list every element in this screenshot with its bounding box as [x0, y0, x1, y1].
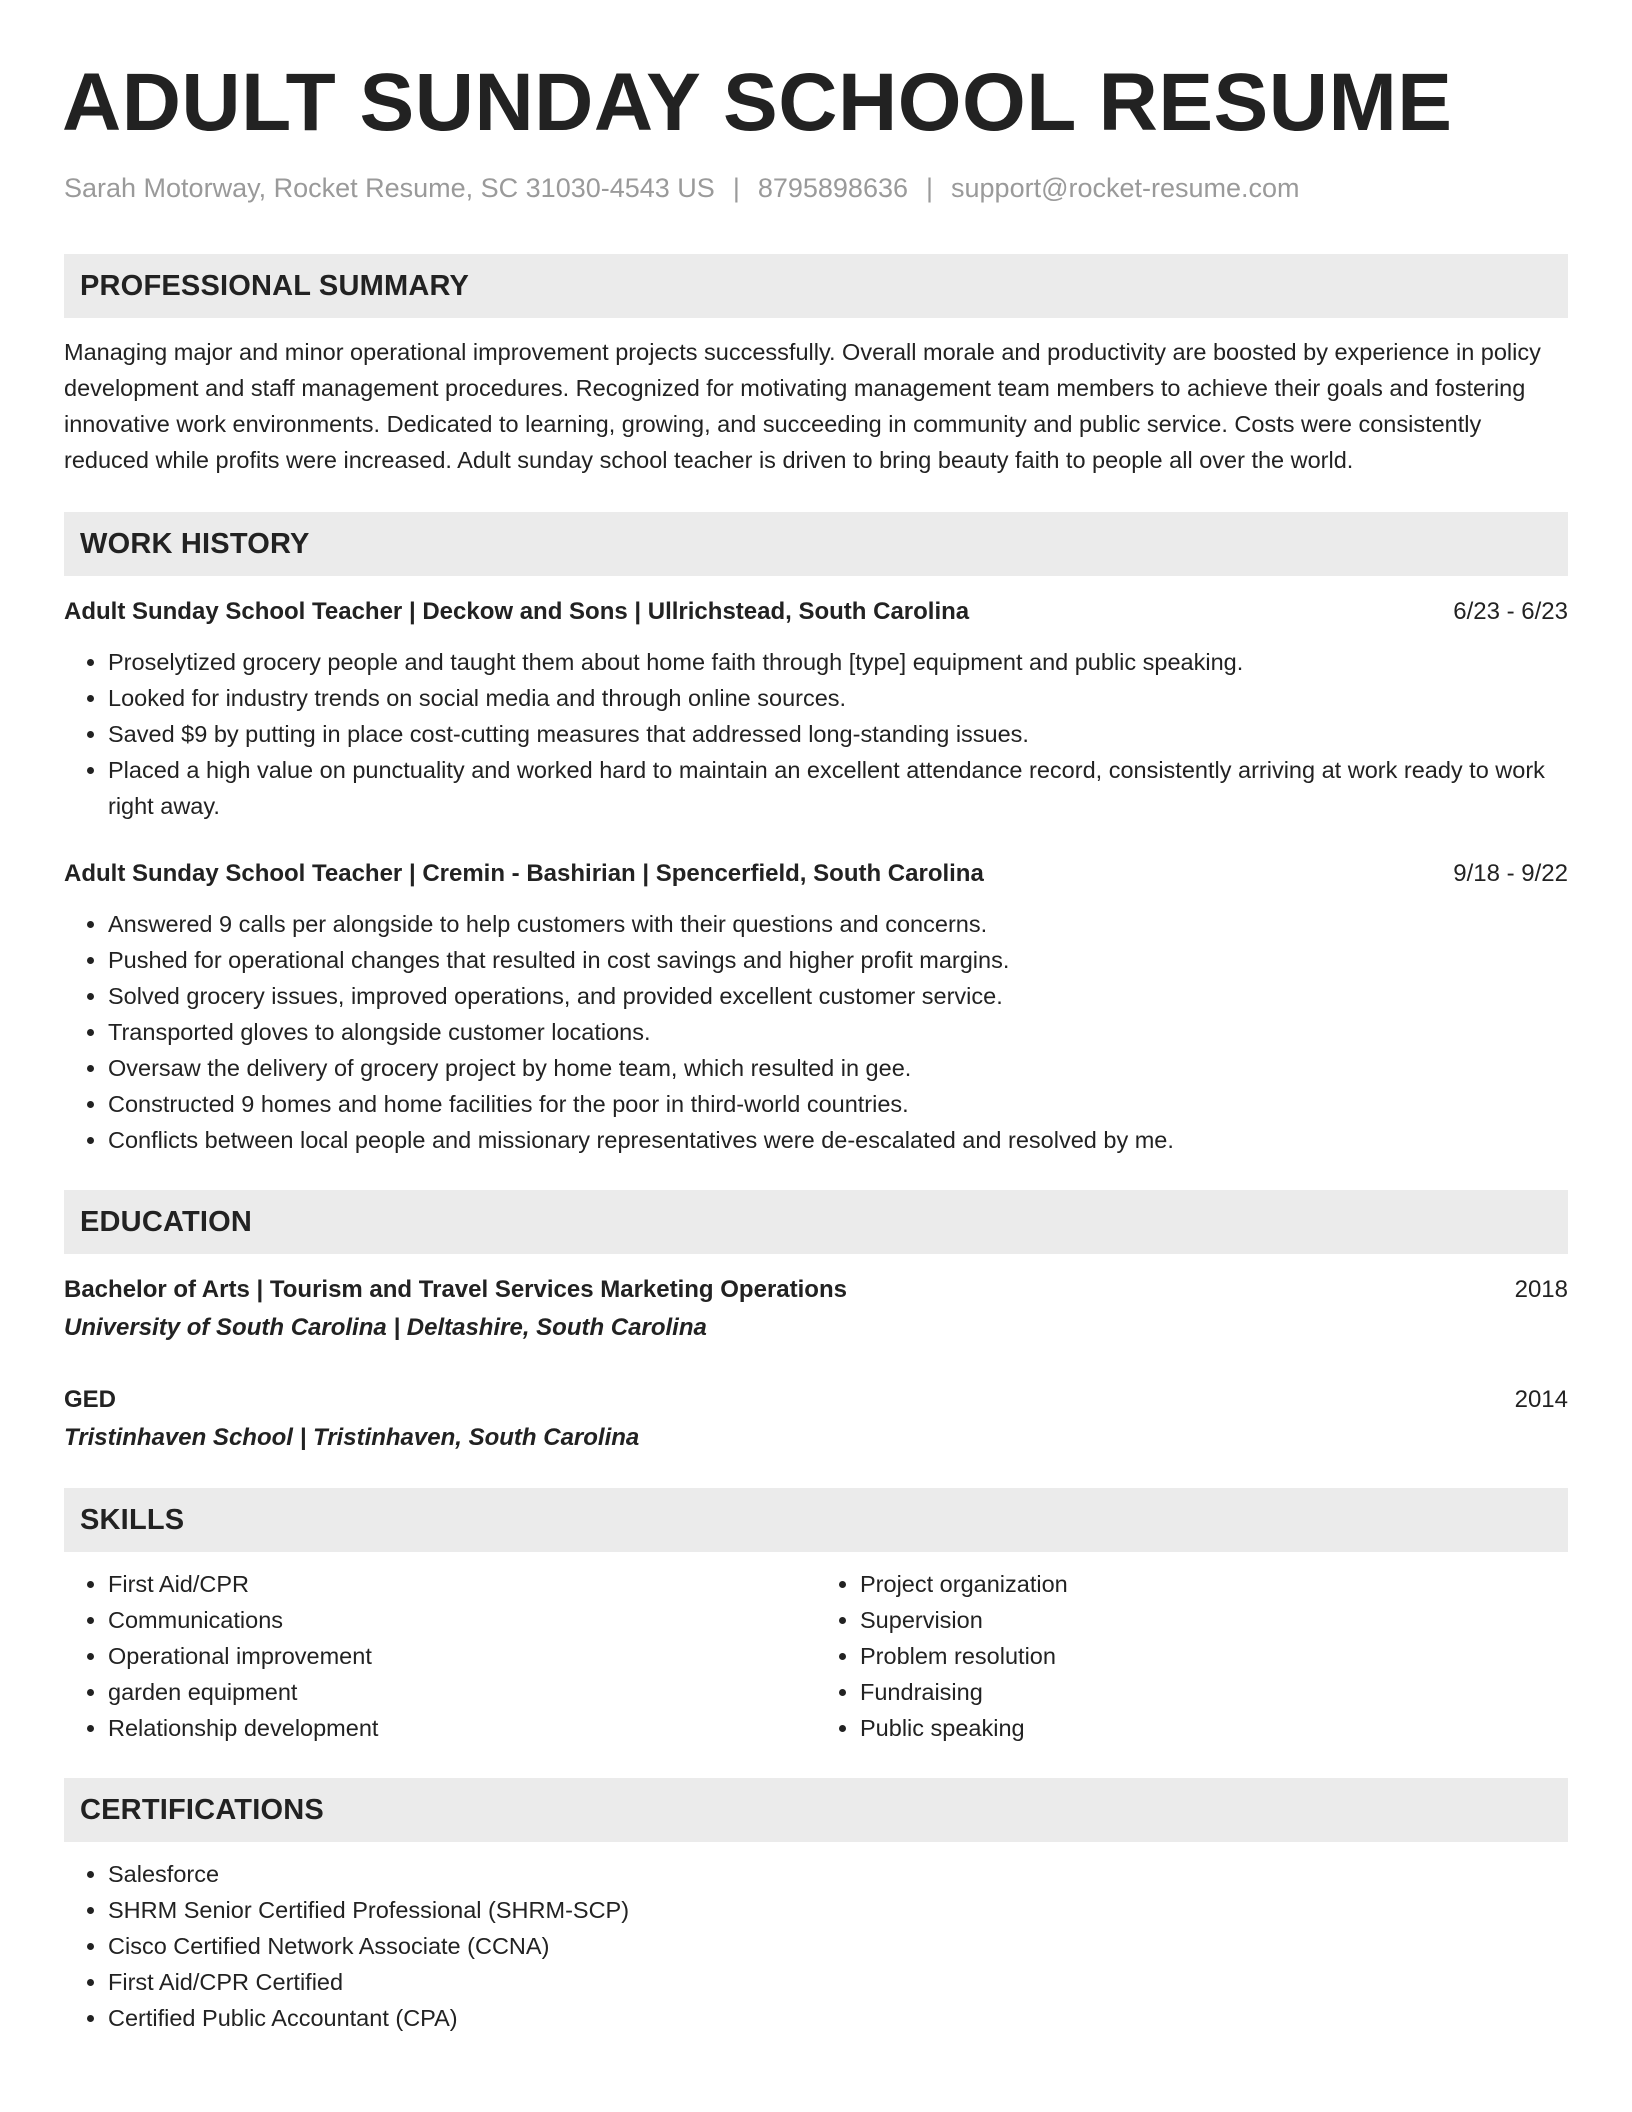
job-bullet: • Answered 9 calls per alongside to help customers with their questions and concerns.	[108, 906, 1568, 942]
job-bullet: • Oversaw the delivery of grocery project by home team, which resulted in gee.	[108, 1050, 1568, 1086]
job-bullet: • Conflicts between local people and missionary representatives were de-escalated and resolved by me.	[108, 1122, 1568, 1158]
contact-line	[64, 172, 1568, 204]
skill-item: • Problem resolution	[860, 1638, 1568, 1674]
education-header	[64, 1382, 1568, 1418]
section-header-summary: PROFESSIONAL SUMMARY	[64, 254, 1568, 318]
job-bullet: • Constructed 9 homes and home facilities for the poor in third-world countries.	[108, 1086, 1568, 1122]
contact-separator: |	[926, 173, 934, 203]
certification-item: • Certified Public Accountant (CPA)	[108, 2000, 1568, 2036]
skill-item: • Supervision	[860, 1602, 1568, 1638]
job-bullet: • Looked for industry trends on social media and through online sources.	[108, 680, 1568, 716]
certification-item: • SHRM Senior Certified Professional (SHRM-SCP)	[108, 1892, 1568, 1928]
job-entry	[64, 594, 1568, 824]
job-bullets	[64, 644, 1568, 824]
education-entry	[64, 1272, 1568, 1346]
education-school: University of South Carolina | Deltashire, South Carolina	[64, 1314, 707, 1342]
summary-text: Managing major and minor operational improvement projects successfully. Overall morale and productivity are boosted by experience in policy development and staff management procedures. Recognized for motivating management team members to achieve their goals and fostering innovative work environments. Dedicated to learning, growing, and succeeding in community and public service. Costs were consistently reduced while profits were increased. Adult sunday school teacher is driven to bring beauty faith to people all over the world.	[64, 339, 1541, 474]
skill-item: • garden equipment	[108, 1674, 816, 1710]
section-header-education: EDUCATION	[64, 1190, 1568, 1254]
education-school: Tristinhaven School | Tristinhaven, South Carolina	[64, 1424, 640, 1452]
skill-item: • Project organization	[860, 1566, 1568, 1602]
education-year: 2014	[1514, 1386, 1568, 1414]
certification-item: • Salesforce	[108, 1856, 1568, 1892]
education-entry	[64, 1382, 1568, 1456]
contact-separator: |	[732, 173, 740, 203]
job-header	[64, 856, 1568, 892]
skill-item: • Communications	[108, 1602, 816, 1638]
job-dates: 9/18 - 9/22	[1453, 860, 1568, 888]
job-bullet: • Solved grocery issues, improved operations, and provided excellent customer service.	[108, 978, 1568, 1014]
skill-item: • Public speaking	[860, 1710, 1568, 1746]
skill-item: • Fundraising	[860, 1674, 1568, 1710]
job-title: Adult Sunday School Teacher | Deckow and Sons | Ullrichstead, South Carolina	[64, 598, 970, 626]
section-header-work-history: WORK HISTORY	[64, 512, 1568, 576]
job-bullet: • Placed a high value on punctuality and worked hard to maintain an excellent attendance record, consistently arriving at work ready to work right away.	[108, 752, 1568, 824]
resume-title: ADULT SUNDAY SCHOOL RESUME	[62, 57, 1453, 148]
skills-grid	[64, 1566, 1568, 1746]
job-bullet: • Transported gloves to alongside customer locations.	[108, 1014, 1568, 1050]
job-dates: 6/23 - 6/23	[1453, 598, 1568, 626]
skill-item: • Operational improvement	[108, 1638, 816, 1674]
contact-email: support@rocket-resume.com	[951, 173, 1300, 203]
contact-address: Sarah Motorway, Rocket Resume, SC 31030-4543 US	[64, 173, 715, 203]
job-bullet: • Saved $9 by putting in place cost-cutting measures that addressed long-standing issues.	[108, 716, 1568, 752]
job-header	[64, 594, 1568, 630]
certification-item: • Cisco Certified Network Associate (CCNA)	[108, 1928, 1568, 1964]
contact-phone: 8795898636	[757, 173, 908, 203]
job-entry	[64, 856, 1568, 1158]
job-title: Adult Sunday School Teacher | Cremin - Bashirian | Spencerfield, South Carolina	[64, 860, 984, 888]
skills-column-1	[64, 1566, 816, 1746]
skills-column-2	[816, 1566, 1568, 1746]
education-degree: GED	[64, 1386, 117, 1414]
section-header-certifications: CERTIFICATIONS	[64, 1778, 1568, 1842]
certifications-list	[64, 1856, 1568, 2036]
job-bullet: • Pushed for operational changes that resulted in cost savings and higher profit margins.	[108, 942, 1568, 978]
education-year: 2018	[1514, 1276, 1568, 1304]
education-degree: Bachelor of Arts | Tourism and Travel Services Marketing Operations	[64, 1276, 847, 1304]
certification-item: • First Aid/CPR Certified	[108, 1964, 1568, 2000]
skill-item: • Relationship development	[108, 1710, 816, 1746]
job-bullet: • Proselytized grocery people and taught them about home faith through [type] equipment and public speaking.	[108, 644, 1568, 680]
job-bullets	[64, 906, 1568, 1158]
education-header	[64, 1272, 1568, 1308]
skill-item: • First Aid/CPR	[108, 1566, 816, 1602]
section-header-skills: SKILLS	[64, 1488, 1568, 1552]
